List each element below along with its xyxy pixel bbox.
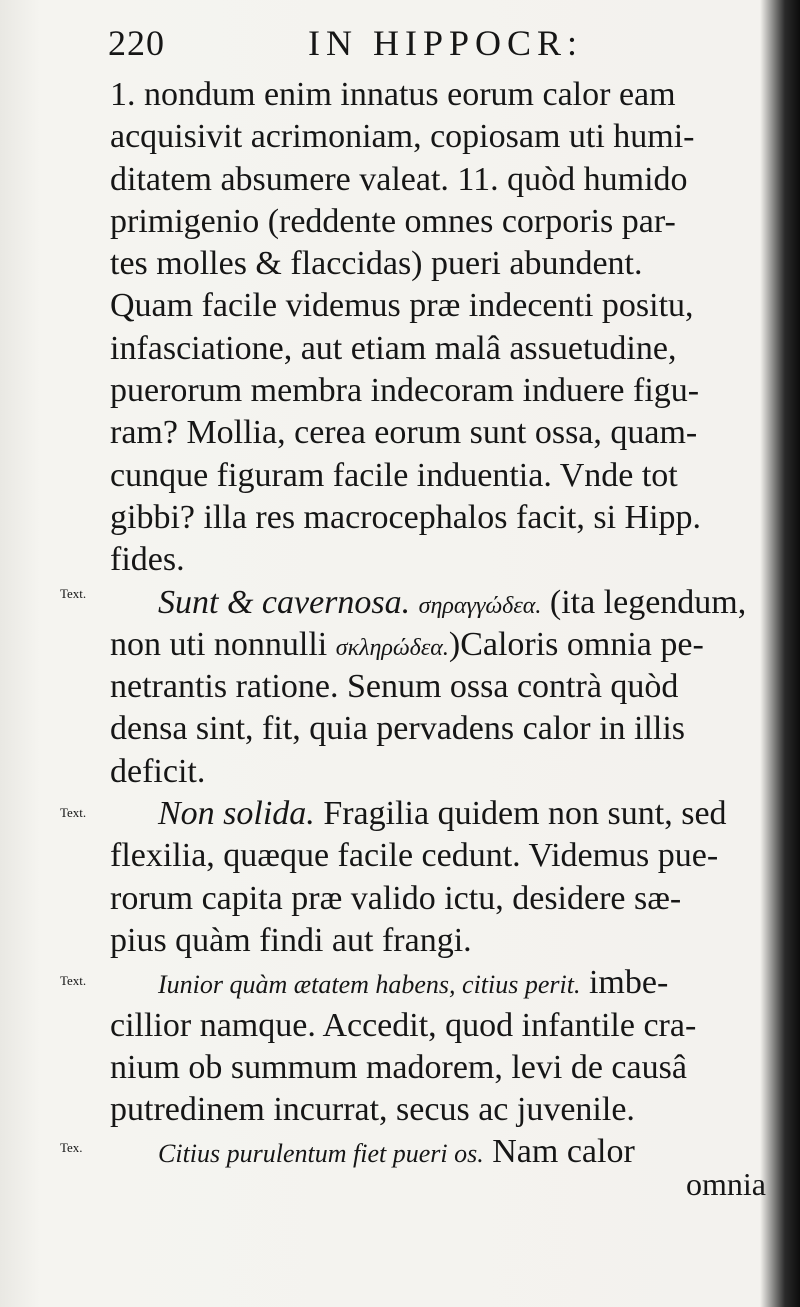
body-text bbox=[110, 74, 770, 1174]
text-fragment: non uti nonnulli bbox=[110, 625, 328, 663]
text-line: 1. nondum enim innatus eorum calor eam bbox=[110, 76, 676, 113]
running-head: IN HIPPOCR: bbox=[308, 23, 584, 63]
margin-note: Tex. bbox=[60, 1140, 83, 1155]
lemma: Non solida. bbox=[158, 795, 315, 833]
greek-term: σηραγγώδεα. bbox=[418, 592, 542, 619]
text-line: rorum capita præ valido ictu, desidere sæ- bbox=[110, 879, 682, 917]
lemma: Citius purulentum fiet pueri os. bbox=[158, 1139, 484, 1169]
text-line: netrantis ratione. Senum ossa contrà quòd bbox=[110, 668, 679, 706]
text-line: infasciatione, aut etiam malâ assuetudine, bbox=[110, 329, 677, 367]
text-fragment: Nam calor bbox=[492, 1133, 635, 1171]
page-number: 220 bbox=[108, 23, 165, 63]
text-fragment: imbe- bbox=[588, 964, 669, 1002]
text-fragment: )Caloris omnia pe- bbox=[448, 625, 704, 663]
text-line: primigenio (reddente omnes corporis par- bbox=[110, 202, 676, 240]
text-line: cillior namque. Accedit, quod infantile cra- bbox=[110, 1006, 697, 1044]
margin-note: Text. bbox=[60, 586, 87, 601]
text-line: pius quàm findi aut frangi. bbox=[110, 921, 472, 959]
text-line: cunque figuram facile induentia. Vnde tot bbox=[110, 456, 678, 494]
text-line: putredinem incurrat, secus ac juvenile. bbox=[110, 1091, 635, 1129]
text-line: acquisivit acrimoniam, copiosam uti humi- bbox=[110, 118, 695, 156]
lemma: Sunt & cavernosa. bbox=[158, 583, 411, 621]
text-line: fides. bbox=[110, 541, 185, 579]
text-line bbox=[110, 1131, 770, 1173]
text-line: densa sint, fit, quia pervadens calor in illis bbox=[110, 710, 686, 748]
text-fragment: Fragilia quidem non sunt, sed bbox=[323, 795, 727, 833]
text-fragment: (ita legendum, bbox=[549, 583, 747, 621]
text-line: Quam facile videmus præ indecenti positu, bbox=[110, 287, 694, 325]
text-line: gibbi? illa res macrocephalos facit, si Hipp. bbox=[110, 498, 702, 536]
text-line bbox=[110, 793, 770, 835]
text-line: puerorum membra indecoram induere figu- bbox=[110, 372, 700, 410]
text-line: flexilia, quæque facile cedunt. Videmus pue- bbox=[110, 837, 719, 875]
greek-term: σκληρώδεα. bbox=[335, 634, 449, 661]
text-line: tes molles & flaccidas) pueri abundent. bbox=[110, 245, 643, 283]
text-line bbox=[110, 962, 770, 1004]
margin-note: Text. bbox=[60, 973, 87, 988]
catchword: omnia bbox=[686, 1166, 766, 1202]
lemma: Iunior quàm ætatem habens, citius perit. bbox=[158, 970, 581, 1000]
text-line bbox=[110, 624, 770, 666]
text-line bbox=[110, 582, 770, 624]
page-header bbox=[108, 22, 708, 70]
text-line: deficit. bbox=[110, 752, 206, 790]
text-line: ram? Mollia, cerea eorum sunt ossa, quam- bbox=[110, 414, 698, 452]
text-line: nium ob summum madorem, levi de causâ bbox=[110, 1048, 687, 1086]
margin-note: Text. bbox=[60, 805, 87, 820]
text-line: ditatem absumere valeat. 11. quòd humido bbox=[110, 160, 688, 198]
